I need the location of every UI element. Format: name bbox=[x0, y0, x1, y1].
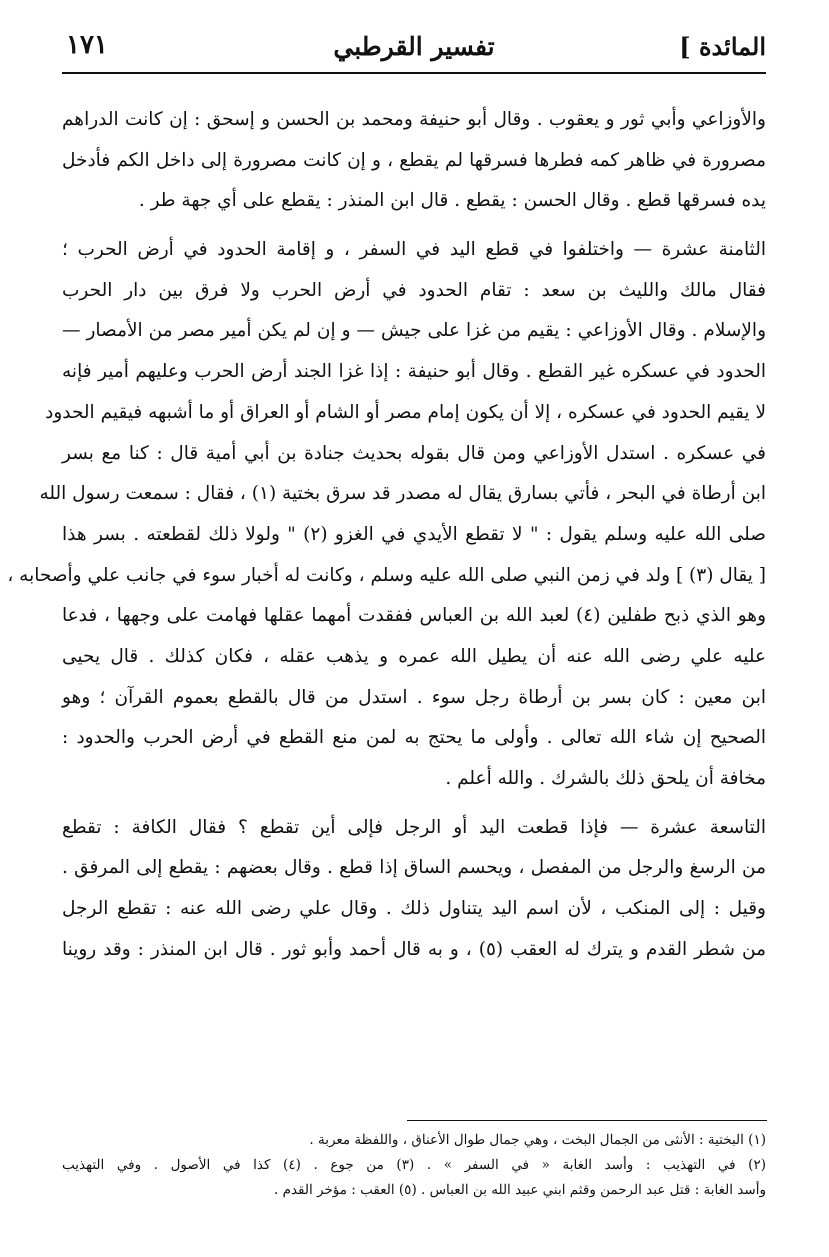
running-head-surah: المائدة ] bbox=[679, 32, 766, 61]
text-line: من شطر القدم و يترك له العقب (٥) ، و به قال أحمد وأبو ثور . قال ابن المنذر : وقد روينا bbox=[62, 938, 766, 960]
footnotes bbox=[62, 1128, 766, 1203]
text-line: التاسعة عشرة — فإذا قطعت اليد أو الرجل فإلى أين تقطع ؟ فقال الكافة : تقطع bbox=[62, 816, 766, 838]
text-line: في عسكره . استدل الأوزاعي ومن قال بقوله بحديث جنادة بن أبي أمية قال : كنا مع بسر bbox=[62, 442, 766, 464]
text-line: لا يقيم الحدود في عسكره ، إلا أن يكون إمام مصر أو الشام أو العراق أو ما أشبهه فيقيم الحدود bbox=[45, 401, 766, 423]
text-line: صلى الله عليه وسلم يقول : " لا تقطع الأيدي في الغزو (٢) " ولولا ذلك لقطعته . بسر هذا bbox=[62, 523, 767, 545]
text-line: وقيل : إلى المنكب ، لأن اسم اليد يتناول ذلك . وقال علي رضى الله عنه : تقطع الرجل bbox=[62, 898, 766, 920]
text-line: مصرورة في ظاهر كمه فطرها فسرقها لم يقطع ، و إن كانت مصرورة إلى داخل الكم فأدخل bbox=[62, 149, 766, 171]
text-line: [ يقال (٣) ] ولد في زمن النبي صلى الله عليه وسلم ، وكانت له أخبار سوء في جانب علي وأصحابه ، bbox=[7, 564, 766, 586]
text-line: والإسلام . وقال الأوزاعي : يقيم من غزا على جيش — و إن لم يكن أمير مصر من الأمصار — bbox=[62, 320, 766, 342]
text-line: ابن معين : كان بسر بن أرطاة رجل سوء . استدل من قال بالقطع بعموم القرآن ؛ وهو bbox=[62, 686, 766, 708]
text-line: الحدود في عسكره غير القطع . وقال أبو حنيفة : إذا غزا الجند أرض الحرب وعليهم أمير فإنه bbox=[62, 361, 766, 383]
header-rule bbox=[62, 72, 766, 74]
text-line: والأوزاعي وأبي ثور و يعقوب . وقال أبو حنيفة ومحمد بن الحسن و إسحق : إن كانت الدراهم bbox=[62, 109, 766, 130]
text-line: فقال مالك والليث بن سعد : تقام الحدود في أرض الحرب ولا فرق بين دار الحرب bbox=[62, 279, 766, 301]
body-text bbox=[7, 100, 767, 970]
text-line: من الرسغ والرجل من المفصل ، ويحسم الساق إذا قطع . وقال بعضهم : يقطع إلى المرفق . bbox=[62, 857, 766, 879]
text-line: عليه علي رضى الله عنه أن يطيل الله عمره و يذهب عقله ، فكان كذلك . قال يحيى bbox=[62, 645, 766, 667]
footnote-rule bbox=[407, 1120, 767, 1121]
footnote-line: وأسد الغابة : قتل عبد الرحمن وقثم ابني عبيد الله بن العباس . (٥) العقب : مؤخر القدم . bbox=[274, 1182, 766, 1198]
footnote-line: (٢) في التهذيب : وأسد الغابة « في السفر » . (٣) من جوع . (٤) كذا في الأصول . وفي التهذيب bbox=[62, 1157, 766, 1173]
text-line: مخافة أن يلحق ذلك بالشرك . والله أعلم . bbox=[445, 768, 766, 789]
text-line: الصحيح إن شاء الله تعالى . وأولى ما يحتج به لمن منع القطع في أرض الحرب والحدود : bbox=[62, 727, 766, 749]
text-line: وهو الذي ذبح طفلين (٤) لعبد الله بن العباس ففقدت أمهما عقلها فهامت على وجهها ، فدعا bbox=[62, 605, 766, 627]
text-line: الثامنة عشرة — واختلفوا في قطع اليد في السفر ، و إقامة الحدود في أرض الحرب ؛ bbox=[62, 239, 766, 261]
text-line: يده فسرقها قطع . وقال الحسن : يقطع . قال ابن المنذر : يقطع على أي جهة طر . bbox=[138, 190, 766, 212]
running-head-title: تفسير القرطبي bbox=[333, 32, 495, 61]
page-number: ١٧١ bbox=[66, 30, 108, 60]
text-line: ابن أرطاة في البحر ، فأتي بسارق يقال له مصدر قد سرق بختية (١) ، فقال : سمعت رسول الله bbox=[39, 483, 766, 505]
page-header bbox=[62, 30, 766, 74]
footnote-line: (١) البختية : الأنثى من الجمال البخت ، وهي جمال طوال الأعناق ، واللفظة معربة . bbox=[309, 1132, 766, 1148]
